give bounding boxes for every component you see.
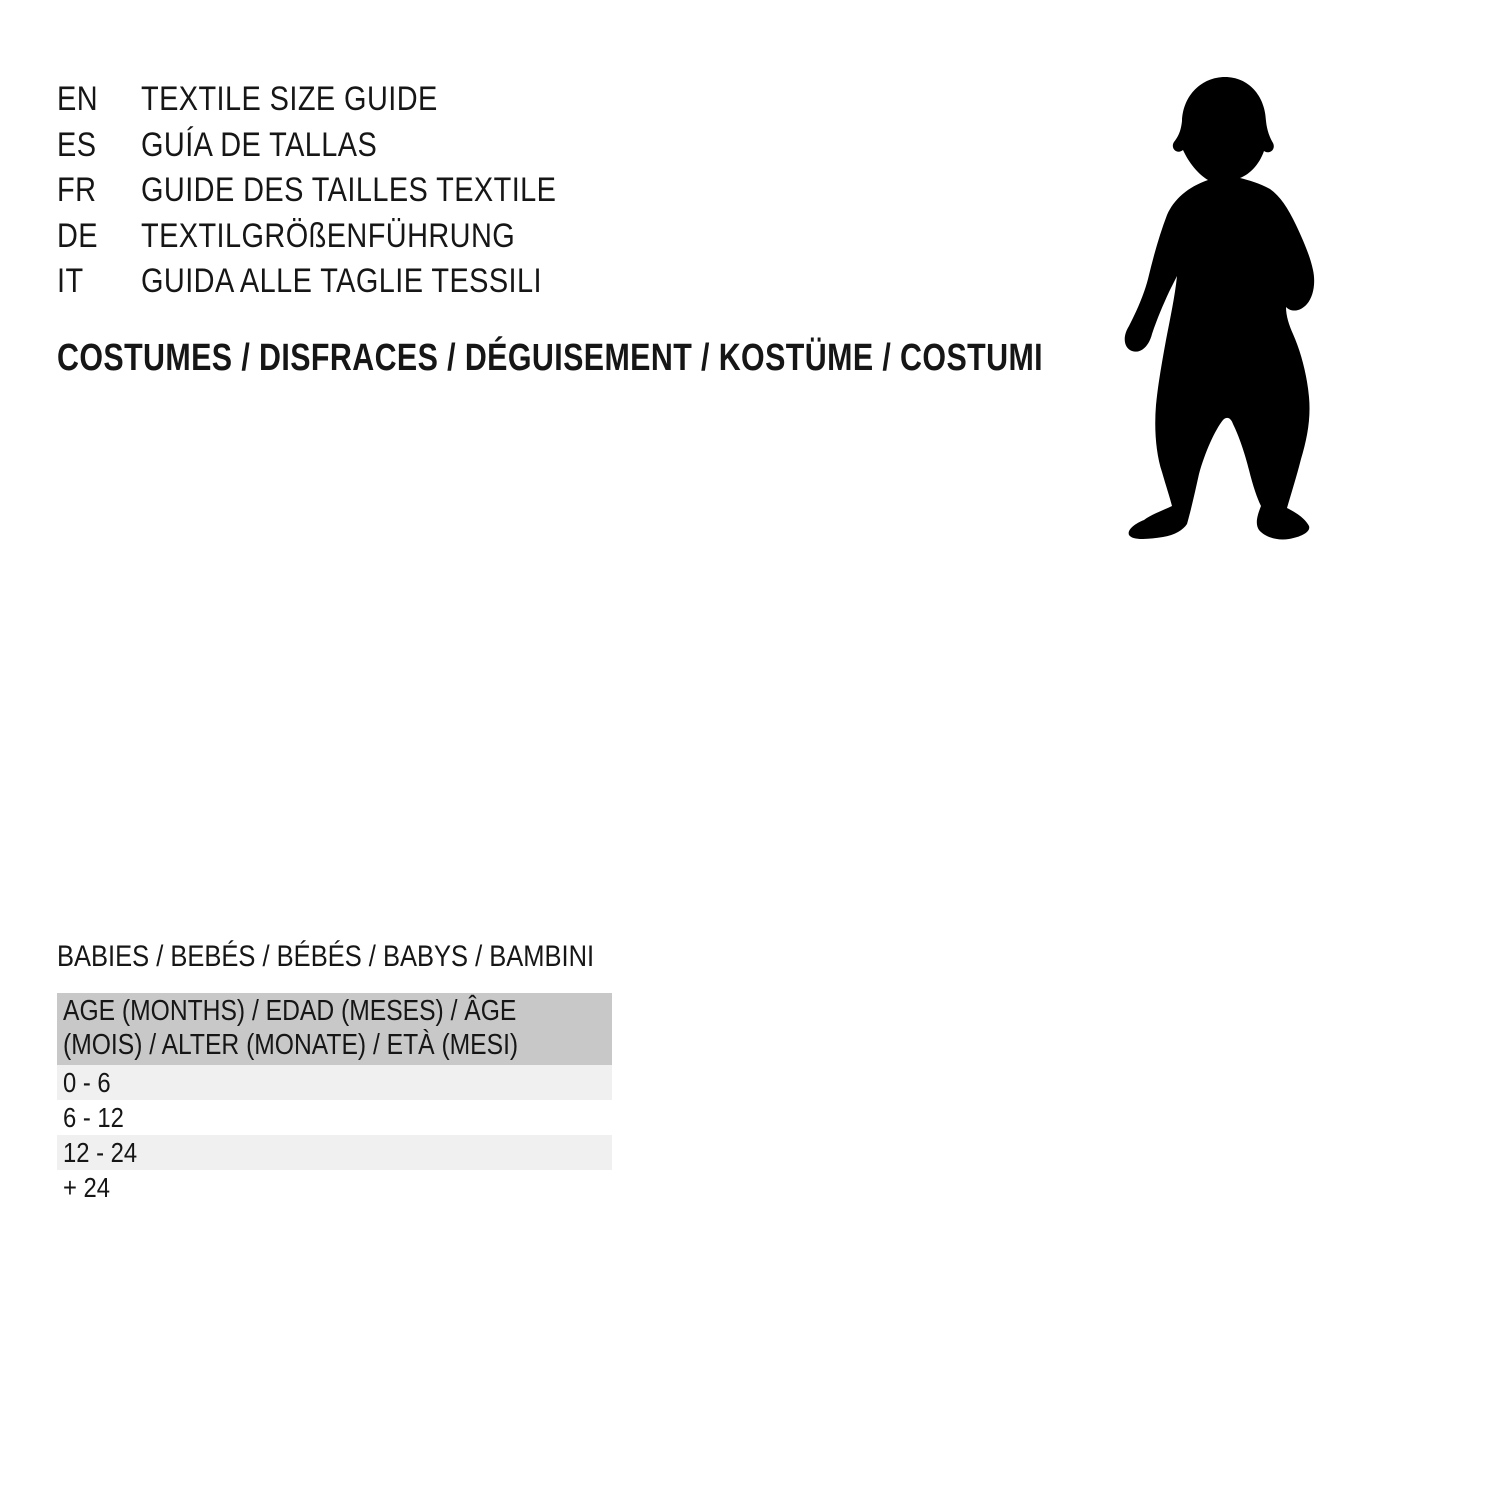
language-row-it bbox=[57, 259, 630, 305]
language-row-es bbox=[57, 123, 630, 169]
language-title: GUIDE DES TAILLES TEXTILE bbox=[141, 171, 557, 210]
language-title: TEXTILGRÖßENFÜHRUNG bbox=[141, 216, 516, 255]
language-code: DE bbox=[57, 216, 98, 255]
category-heading: COSTUMES / DISFRACES / DÉGUISEMENT / KOSTÜME / COSTUMI bbox=[57, 337, 1044, 379]
language-code: IT bbox=[57, 262, 84, 301]
language-row-fr bbox=[57, 168, 630, 214]
table-row-age-6-12: 6 - 12 bbox=[57, 1100, 612, 1135]
baby-silhouette-icon bbox=[1120, 75, 1320, 545]
language-title: GUÍA DE TALLAS bbox=[141, 125, 378, 164]
age-table-header: AGE (MONTHS) / EDAD (MESES) / ÂGE (MOIS) / ALTER (MONATE) / ETÀ (MESI) bbox=[57, 993, 612, 1065]
table-row-age-0-6: 0 - 6 bbox=[57, 1065, 612, 1100]
table-row-age-12-24: 12 - 24 bbox=[57, 1135, 612, 1170]
language-row-de bbox=[57, 214, 630, 260]
table-row-age-24-plus: + 24 bbox=[57, 1170, 612, 1205]
language-code: ES bbox=[57, 125, 97, 164]
age-size-table bbox=[57, 993, 612, 1205]
language-code: EN bbox=[57, 80, 98, 119]
language-title: GUIDA ALLE TAGLIE TESSILI bbox=[141, 262, 542, 301]
language-code: FR bbox=[57, 171, 97, 210]
language-title-list bbox=[57, 77, 630, 305]
language-title: TEXTILE SIZE GUIDE bbox=[141, 80, 438, 119]
section-title-babies: BABIES / BEBÉS / BÉBÉS / BABYS / BAMBINI bbox=[57, 940, 595, 973]
language-row-en bbox=[57, 77, 630, 123]
